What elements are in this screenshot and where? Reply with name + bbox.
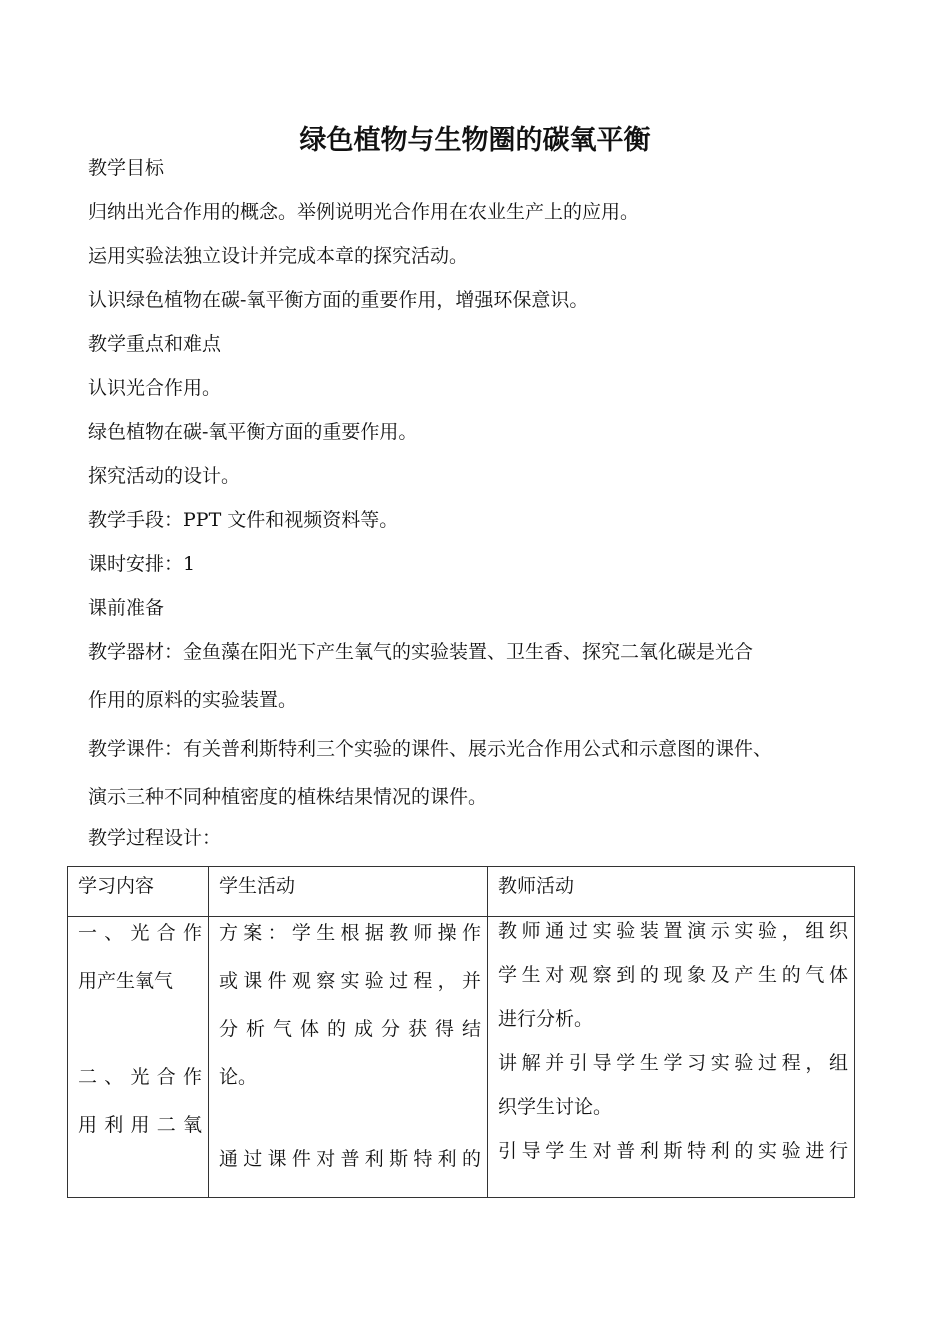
teacher-line: 引导学生对普利斯特利的实验进行 bbox=[498, 1140, 848, 1162]
section-heading-objectives: 教学目标 bbox=[88, 157, 165, 179]
teacher-line: 进行分析。 bbox=[498, 1008, 594, 1030]
class-hours: 课时安排：1 bbox=[88, 553, 196, 575]
header-content: 学习内容 bbox=[68, 867, 209, 917]
header-student-activity: 学生活动 bbox=[209, 867, 488, 917]
key-point-3: 探究活动的设计。 bbox=[88, 465, 241, 487]
table-row bbox=[68, 917, 855, 1198]
content-line: 用产生氧气 bbox=[78, 970, 174, 992]
content-line: 一、光合作 bbox=[78, 922, 202, 944]
student-line: 分析气体的成分获得结 bbox=[219, 1018, 481, 1040]
section-heading-process: 教学过程设计： bbox=[88, 827, 222, 849]
teacher-line: 教师通过实验装置演示实验，组织 bbox=[498, 920, 848, 942]
key-point-1: 认识光合作用。 bbox=[88, 377, 222, 399]
objective-3: 认识绿色植物在碳-氧平衡方面的重要作用，增强环保意识。 bbox=[88, 289, 589, 311]
content-line: 用利用二氧 bbox=[78, 1114, 202, 1136]
objective-2: 运用实验法独立设计并完成本章的探究活动。 bbox=[88, 245, 469, 267]
teacher-line: 学生对观察到的现象及产生的气体 bbox=[498, 964, 848, 986]
teacher-line: 讲解并引导学生学习实验过程，组 bbox=[498, 1052, 848, 1074]
lesson-plan-table bbox=[67, 866, 855, 1198]
student-line: 或课件观察实验过程，并 bbox=[219, 970, 481, 992]
courseware-line-2: 演示三种不同种植密度的植株结果情况的课件。 bbox=[88, 786, 488, 808]
teacher-line: 织学生讨论。 bbox=[498, 1096, 613, 1118]
key-point-2: 绿色植物在碳-氧平衡方面的重要作用。 bbox=[88, 421, 418, 443]
objective-1: 归纳出光合作用的概念。举例说明光合作用在农业生产上的应用。 bbox=[88, 201, 640, 223]
section-heading-key-points: 教学重点和难点 bbox=[88, 333, 222, 355]
student-line: 通过课件对普利斯特利的 bbox=[219, 1148, 481, 1170]
student-line: 论。 bbox=[219, 1066, 258, 1088]
cell-content bbox=[68, 917, 209, 1198]
cell-student-activity bbox=[209, 917, 488, 1198]
equipment-line-2: 作用的原料的实验装置。 bbox=[88, 689, 298, 711]
student-line: 方案：学生根据教师操作 bbox=[219, 922, 481, 944]
document-title: 绿色植物与生物圈的碳氧平衡 bbox=[299, 125, 651, 156]
courseware-line-1: 教学课件：有关普利斯特利三个实验的课件、展示光合作用公式和示意图的课件、 bbox=[88, 738, 773, 760]
header-teacher-activity: 教师活动 bbox=[488, 867, 855, 917]
content-line: 二、光合作 bbox=[78, 1066, 202, 1088]
cell-teacher-activity bbox=[488, 917, 855, 1198]
teaching-means: 教学手段：PPT 文件和视频资料等。 bbox=[88, 509, 399, 531]
equipment-line-1: 教学器材：金鱼藻在阳光下产生氧气的实验装置、卫生香、探究二氧化碳是光合 bbox=[88, 641, 754, 663]
section-heading-preparation: 课前准备 bbox=[88, 597, 165, 619]
